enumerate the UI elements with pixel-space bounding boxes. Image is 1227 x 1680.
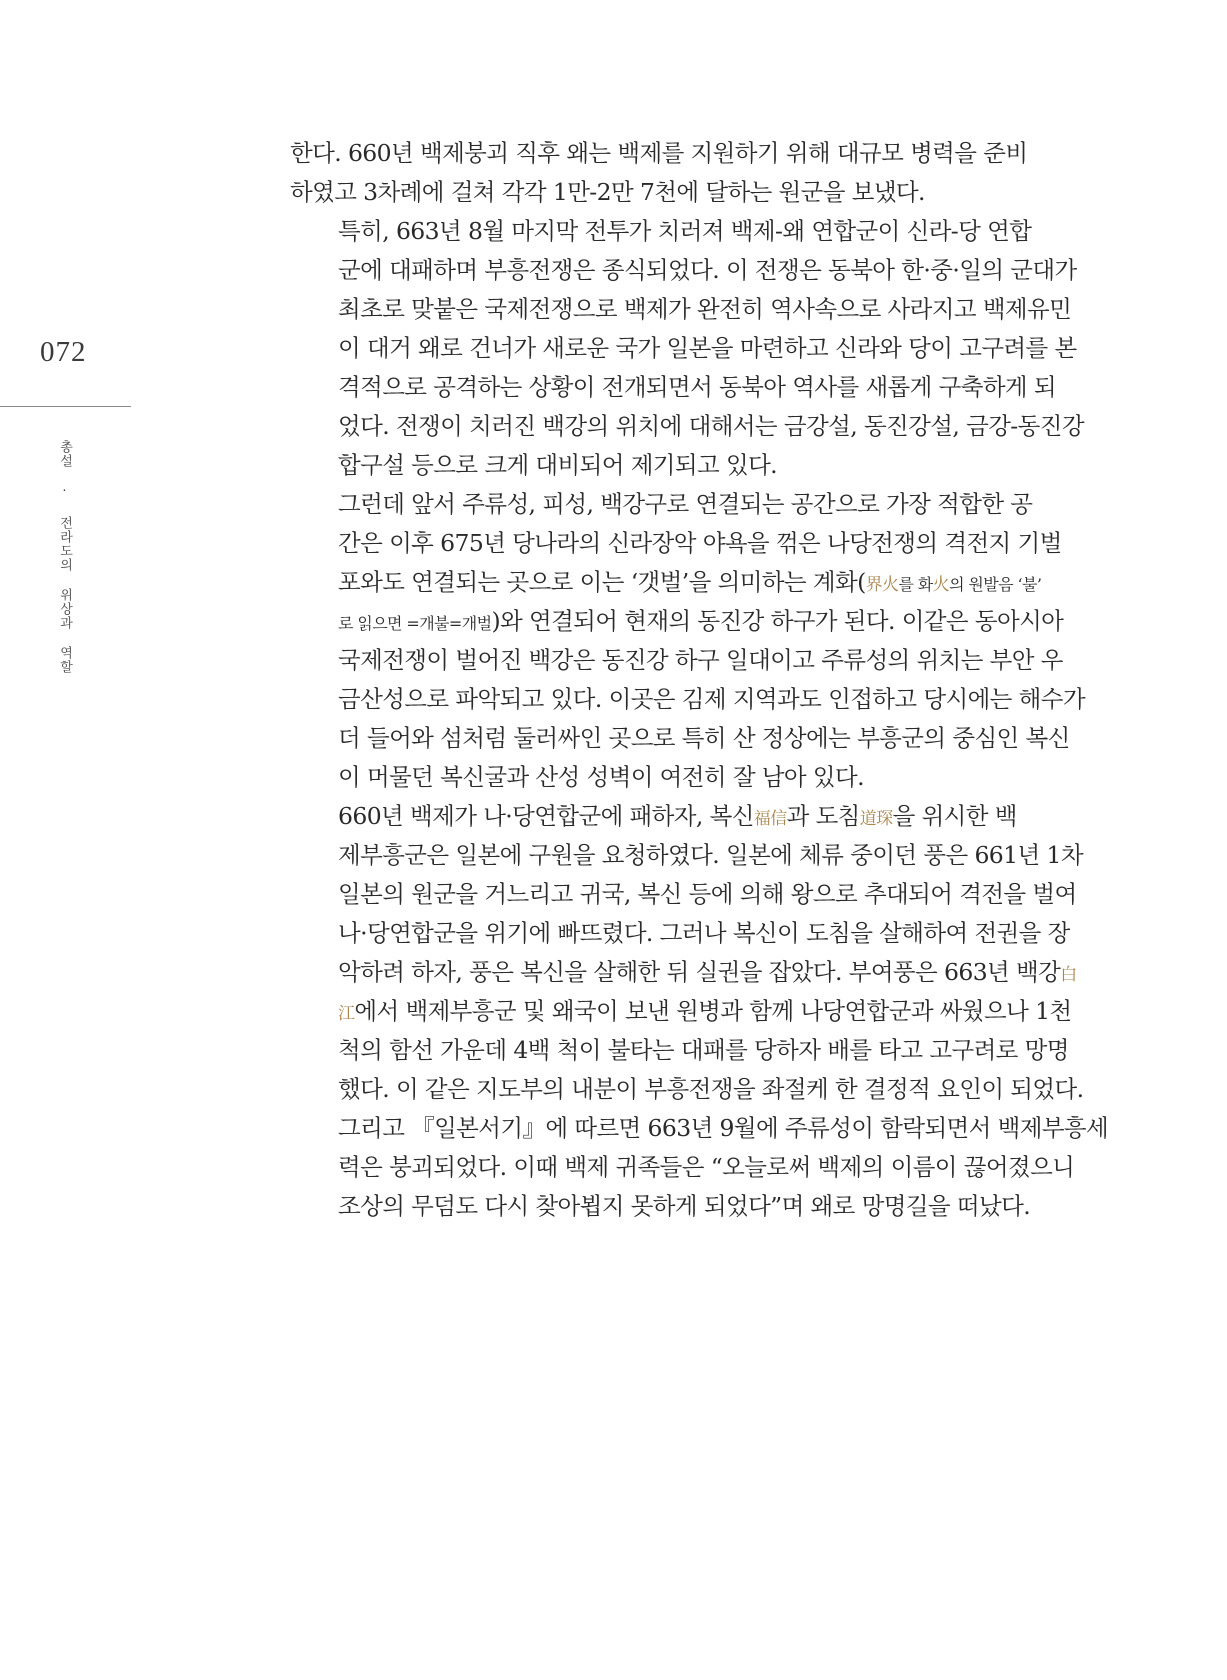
paragraph xyxy=(290,485,1085,797)
text-line xyxy=(290,329,1077,368)
text-segment: 격적으로 공격하는 상황이 전개되면서 동북아 역사를 새롭게 구축하게 되 xyxy=(338,373,1056,401)
text-segment: 특히, 663년 8월 마지막 전투가 치러져 백제-왜 연합군이 신라-당 연합 xyxy=(338,217,1032,245)
text-line xyxy=(290,797,1045,836)
text-segment: 을 위시한 백 xyxy=(892,802,1017,830)
paragraph xyxy=(290,797,1109,1226)
text-segment: 를 화 xyxy=(898,575,933,594)
hanja-annotation: 江 xyxy=(338,1004,355,1024)
text-segment: 그런데 앞서 주류성, 피성, 백강구로 연결되는 공간으로 가장 적합한 공 xyxy=(338,490,1033,518)
text-line xyxy=(290,212,1045,251)
text-line xyxy=(290,407,1084,446)
text-segment: 었다. 전쟁이 치러진 백강의 위치에 대해서는 금강설, 동진강설, 금강-동진강 xyxy=(338,412,1084,440)
text-line xyxy=(290,563,1045,602)
text-segment: 척의 함선 가운데 4백 척이 불타는 대패를 당하자 배를 타고 고구려로 망명 xyxy=(338,1036,1069,1064)
text-line xyxy=(290,875,1077,914)
hanja-annotation: 白 xyxy=(1060,965,1077,985)
text-segment: 군에 대패하며 부흥전쟁은 종식되었다. 이 전쟁은 동북아 한·중·일의 군대가 xyxy=(338,256,1077,284)
text-line xyxy=(290,836,1083,875)
text-segment: 최초로 맞붙은 국제전쟁으로 백제가 완전히 역사속으로 사라지고 백제유민 xyxy=(338,295,1072,323)
text-segment: 간은 이후 675년 당나라의 신라장악 야욕을 꺾은 나당전쟁의 격전지 기벌 xyxy=(338,529,1062,557)
text-segment: 국제전쟁이 벌어진 백강은 동진강 하구 일대이고 주류성의 위치는 부안 우 xyxy=(338,646,1063,674)
text-line xyxy=(290,1109,1109,1148)
text-line xyxy=(290,1187,1045,1226)
text-segment: 이 대거 왜로 건너가 새로운 국가 일본을 마련하고 신라와 당이 고구려를 본 xyxy=(338,334,1077,362)
text-segment: 조상의 무덤도 다시 찾아뵙지 못하게 되었다”며 왜로 망명길을 떠났다. xyxy=(338,1192,1031,1220)
text-line xyxy=(290,290,1072,329)
text-line xyxy=(290,719,1070,758)
text-line xyxy=(290,641,1063,680)
text-line xyxy=(290,1031,1069,1070)
text-line xyxy=(290,992,1072,1031)
paragraph xyxy=(290,212,1084,485)
text-line xyxy=(290,953,1077,992)
text-segment: 그리고 『일본서기』에 따르면 663년 9월에 주류성이 함락되면서 백제부흥세 xyxy=(338,1114,1109,1142)
body-text xyxy=(290,134,1109,1226)
text-segment: 한다. 660년 백제붕괴 직후 왜는 백제를 지원하기 위해 대규모 병력을 준비 xyxy=(290,139,1028,167)
text-line xyxy=(290,368,1056,407)
text-segment: 에서 백제부흥군 및 왜국이 보낸 원병과 함께 나당연합군과 싸웠으나 1천 xyxy=(354,997,1072,1025)
text-line xyxy=(290,1148,1075,1187)
text-segment: 합구설 등으로 크게 대비되어 제기되고 있다. xyxy=(338,451,778,479)
hanja-annotation: 界火 xyxy=(865,575,899,595)
text-segment: 660년 백제가 나·당연합군에 패하자, 복신 xyxy=(338,802,754,830)
text-segment: 포와도 연결되는 곳으로 이는 ‘갯벌’을 의미하는 계화( xyxy=(338,568,866,596)
paragraph xyxy=(290,134,1045,212)
text-segment: 하였고 3차례에 걸쳐 각각 1만-2만 7천에 달하는 원군을 보냈다. xyxy=(290,178,925,206)
text-line xyxy=(290,758,1045,797)
text-line xyxy=(290,602,1064,641)
chapter-title: 총설 · 전라도의 위상과 역할 xyxy=(57,440,72,674)
page-number: 072 xyxy=(40,336,87,368)
text-segment: 로 읽으면 =개불=개벌 xyxy=(338,614,492,633)
text-line xyxy=(290,485,1045,524)
hanja-annotation: 福信 xyxy=(753,809,787,829)
text-segment: 일본의 원군을 거느리고 귀국, 복신 등에 의해 왕으로 추대되어 격전을 벌여 xyxy=(338,880,1077,908)
text-line xyxy=(290,680,1085,719)
text-segment: 했다. 이 같은 지도부의 내분이 부흥전쟁을 좌절케 한 결정적 요인이 되었다. xyxy=(338,1075,1084,1103)
text-segment: 나·당연합군을 위기에 빠뜨렸다. 그러나 복신이 도침을 살해하여 전권을 장 xyxy=(338,919,1070,947)
text-segment: 악하려 하자, 풍은 복신을 살해한 뒤 실권을 잡았다. 부여풍은 663년 백강 xyxy=(338,958,1061,986)
hanja-annotation: 火 xyxy=(932,575,950,595)
text-line xyxy=(290,446,1045,485)
text-segment: 과 도침 xyxy=(786,802,860,830)
text-segment: 제부흥군은 일본에 구원을 요청하였다. 일본에 체류 중이던 풍은 661년 1차 xyxy=(338,841,1083,869)
text-segment: 력은 붕괴되었다. 이때 백제 귀족들은 “오늘로써 백제의 이름이 끊어졌으니 xyxy=(338,1153,1075,1181)
text-segment: 금산성으로 파악되고 있다. 이곳은 김제 지역과도 인접하고 당시에는 해수가 xyxy=(338,685,1085,713)
text-segment: 더 들어와 섬처럼 둘러싸인 곳으로 특히 산 정상에는 부흥군의 중심인 복신 xyxy=(338,724,1070,752)
text-segment: )와 연결되어 현재의 동진강 하구가 된다. 이같은 동아시아 xyxy=(491,607,1064,635)
text-line xyxy=(290,251,1077,290)
text-segment: 이 머물던 복신굴과 산성 성벽이 여전히 잘 남아 있다. xyxy=(338,763,864,791)
hanja-annotation: 道琛 xyxy=(859,809,893,829)
text-line xyxy=(290,134,1045,173)
text-line xyxy=(290,524,1062,563)
text-segment: 의 원발음 ‘불’ xyxy=(949,575,1042,594)
text-line xyxy=(290,173,1045,212)
text-line xyxy=(290,1070,1084,1109)
text-line xyxy=(290,914,1070,953)
side-divider xyxy=(0,406,131,407)
